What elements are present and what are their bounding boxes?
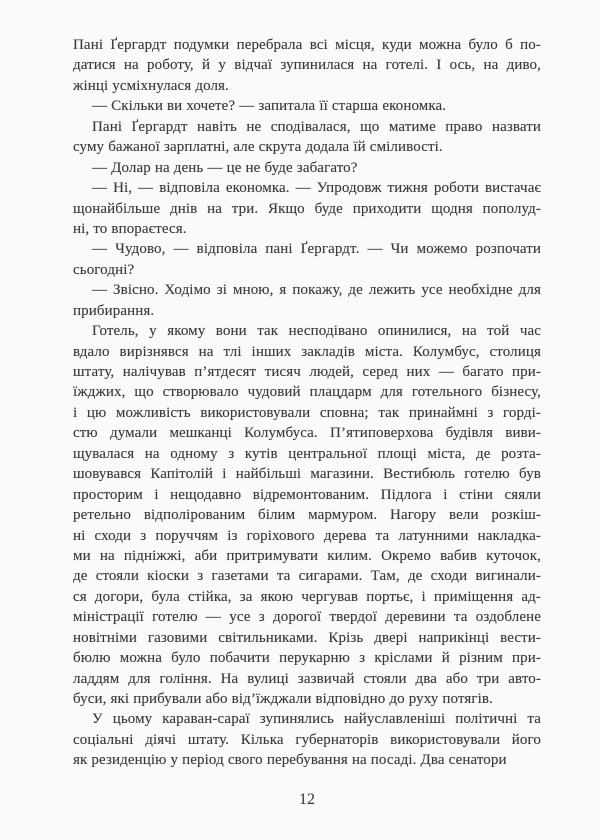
paragraph bbox=[73, 321, 541, 709]
text-line: ні сходи з поруччям із горіхового дерева та латунними накладка- bbox=[73, 527, 541, 544]
text-line: і цю можливість використовували сповна; так принаймні з горді- bbox=[73, 404, 541, 421]
text-line: соціальні діячі штату. Кілька губернаторів використовували його bbox=[73, 731, 541, 748]
paragraph bbox=[73, 35, 541, 96]
text-line: ретельно відполірованим білим мармуром. Нагору вели розкіш- bbox=[73, 507, 541, 524]
text-line: щонайбільше днів на три. Якщо буде приходити щодня пополуд- bbox=[73, 200, 541, 217]
text-line: прибирання. bbox=[73, 302, 155, 319]
text-line: ладдям для гоління. На вулиці зазвичай стояли два або три авто- bbox=[73, 670, 541, 687]
text-line: новітніми газовими світильниками. Крізь двері наприкінці вести- bbox=[73, 629, 541, 646]
paragraph bbox=[73, 117, 541, 158]
text-line: У цьому караван-сараї зупинялись найуславленіші політичні та bbox=[92, 711, 541, 728]
text-line: щувалася на одному з кутів центральної площі міста, де розта- bbox=[73, 445, 541, 462]
text-line: Пані Ґергардт навіть не сподівалася, що матиме право назвати bbox=[92, 118, 541, 135]
paragraph bbox=[73, 239, 541, 280]
text-line: стю думали мешканці Колумбуса. П’ятиповерхова будівля виви- bbox=[73, 425, 541, 442]
text-line: жінці усміхнулася доля. bbox=[73, 77, 229, 94]
text-line: ми на підніжжі, аби притримувати килим. Окремо вабив куточок, bbox=[73, 547, 541, 564]
paragraph bbox=[73, 280, 541, 321]
text-line: міністрації готелю — усе з дорогої твердої деревини та оздоблене bbox=[73, 609, 541, 626]
text-line: ні, то впораєтеся. bbox=[73, 220, 187, 237]
text-line: шовувався Капітолій і найбільші магазини. Вестибюль готелю був bbox=[73, 466, 541, 483]
text-line: — Ні, — відповіла економка. — Упродовж тижня роботи вистачає bbox=[92, 180, 541, 197]
text-line: — Скільки ви хочете? — запитала її старша економка. bbox=[92, 98, 447, 115]
text-line: як резиденцію у період свого перебування на посаді. Два сенатори bbox=[73, 752, 507, 769]
text-line: буси, які прибували або від’їжджали відповідно до руху потягів. bbox=[73, 691, 493, 707]
paragraph bbox=[73, 96, 541, 116]
text-line: — Чудово, — відповіла пані Ґергардт. — Чи можемо розпочати bbox=[92, 241, 541, 258]
text-line: де стояли кіоски з газетами та сигарами. Там, де сходи вигинали- bbox=[73, 568, 541, 585]
text-line: ся догори, була стійка, за якою чергував портьє, і приміщення ад- bbox=[73, 588, 541, 605]
text-line: суму бажаної зарплатні, але скрута додала їй сміливості. bbox=[73, 139, 443, 156]
text-line: штату, налічував п’ятдесят тисяч людей, серед них — багато при- bbox=[73, 364, 541, 380]
text-line: датися на роботу, й у відчаї зупинилася на готелі. І ось, на диво, bbox=[73, 57, 541, 74]
text-line: вдало вирізнявся на тлі інших закладів міста. Колумбус, столиця bbox=[73, 343, 541, 360]
page-number: 12 bbox=[299, 791, 315, 808]
text-line: їжджих, що створювало чудовий плацдарм для готельного бізнесу, bbox=[73, 384, 541, 401]
text-line: Готель, у якому вони так несподівано опинилися, на той час bbox=[92, 323, 541, 340]
paragraph bbox=[73, 178, 541, 239]
paragraph bbox=[73, 158, 541, 178]
text-block bbox=[73, 35, 541, 771]
text-line: сьогодні? bbox=[73, 261, 135, 278]
text-line: — Звісно. Ходімо зі мною, я покажу, де лежить усе необхідне для bbox=[92, 282, 541, 299]
text-line: просторим і нещодавно відремонтованим. Підлога і стіни сяяли bbox=[73, 486, 541, 503]
text-line: бюлю можна було побачити перукарню з кріслами й різним при- bbox=[73, 650, 541, 667]
text-line: — Долар на день — це не буде забагато? bbox=[92, 159, 358, 176]
paragraph bbox=[73, 709, 541, 770]
text-line: Пані Ґергардт подумки перебрала всі місця, куди можна було б по- bbox=[73, 37, 541, 53]
